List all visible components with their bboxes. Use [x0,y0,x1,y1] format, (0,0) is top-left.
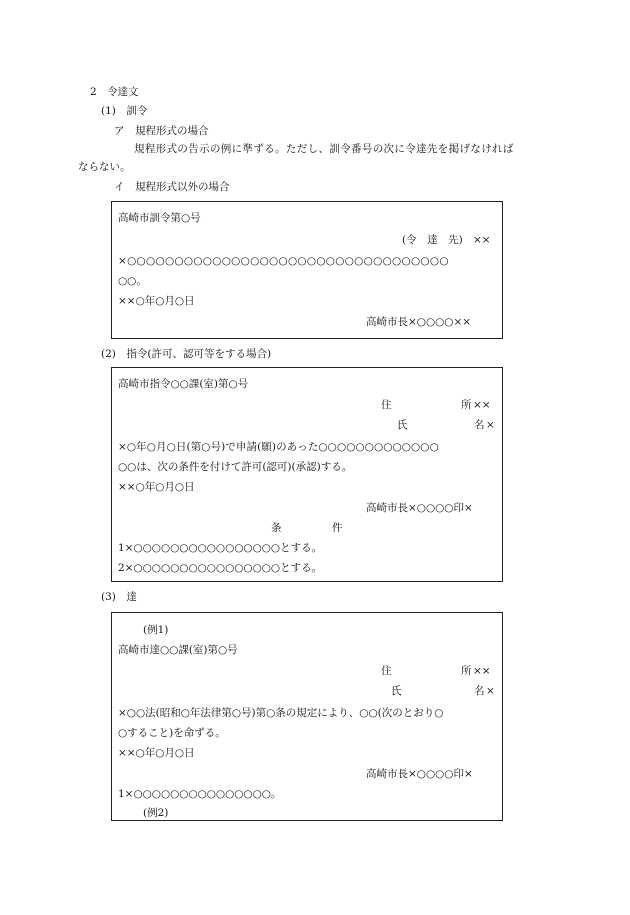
shirei-address-value: ×× [473,399,491,411]
shirei-body-line1: ×○年○月○日(第○号)で申請(願)のあった○○○○○○○○○○○○○ [118,441,439,453]
shirei-heading: (2) 指令(許可、認可等をする場合) [101,348,272,360]
shirei-condition-2: 2×○○○○○○○○○○○○○○○○とする。 [118,562,323,574]
tatsu-name-label-1: 氏 [391,685,402,697]
shirei-condition-1: 1×○○○○○○○○○○○○○○○○とする。 [118,542,323,554]
shirei-name-label-1: 氏 [397,419,408,431]
tatsu-name-label-2: 名 [474,685,485,697]
tatsu-number: 高崎市達○○課(室)第○号 [118,644,238,656]
shirei-name-label-2: 名 [474,419,485,431]
tatsu-example-2: (例2) [143,807,169,819]
shirei-body-line2: ○○は、次の条件を付けて許可(認可)(承認)する。 [118,461,353,473]
tatsu-signer: 高崎市長×○○○○印× [366,768,473,780]
tatsu-address-value: ×× [473,665,491,677]
tatsu-address-label-2: 所 [461,665,472,677]
kunrei-addressee-value: ×× [473,234,491,246]
tatsu-body-line1: ×○○法(昭和○年法律第○号)第○条の規定により、○○(次のとおり○ [118,707,444,719]
tatsu-name-value: × [486,685,495,697]
kunrei-form-box [111,201,503,339]
kunrei-addressee-label: (令 達 先) [402,234,463,246]
kunrei-signer: 高崎市長×○○○○×× [366,316,472,328]
kunrei-date: ××○年○月○日 [118,295,195,307]
kunrei-a-body-line1: 規程形式の告示の例に準ずる。ただし、訓令番号の次に令達先を掲げなければ [134,143,514,155]
tatsu-example-1: (例1) [143,624,169,636]
kunrei-body-line2: ○○。 [118,275,147,287]
kunrei-heading: (1) 訓令 [101,105,148,117]
tatsu-date: ××○年○月○日 [118,747,195,759]
shirei-date: ××○年○月○日 [118,481,195,493]
kunrei-a-body-line2: ならない。 [78,161,131,173]
kunrei-i-heading: イ 規程形式以外の場合 [114,181,230,193]
shirei-form-box [111,367,503,582]
shirei-address-label-1: 住 [381,399,392,411]
tatsu-body-line2: ○すること)を命ずる。 [118,727,226,739]
tatsu-item-1: 1×○○○○○○○○○○○○○○○。 [118,788,282,800]
shirei-number: 高崎市指令○○課(室)第○号 [118,378,249,390]
kunrei-number: 高崎市訓令第○号 [118,212,201,224]
kunrei-a-heading: ア 規程形式の場合 [114,125,209,137]
tatsu-address-label-1: 住 [381,665,392,677]
shirei-signer: 高崎市長×○○○○印× [366,502,473,514]
section-heading: 2 令達文 [90,86,139,98]
tatsu-heading: (3) 達 [101,591,137,603]
shirei-address-label-2: 所 [461,399,472,411]
shirei-conditions-label-2: 件 [332,522,343,534]
tatsu-form-box [111,612,503,821]
kunrei-body-line1: ×○○○○○○○○○○○○○○○○○○○○○○○○○○○○○○○○○○ [118,255,449,267]
shirei-name-value: × [486,419,495,431]
shirei-conditions-label-1: 条 [271,522,282,534]
